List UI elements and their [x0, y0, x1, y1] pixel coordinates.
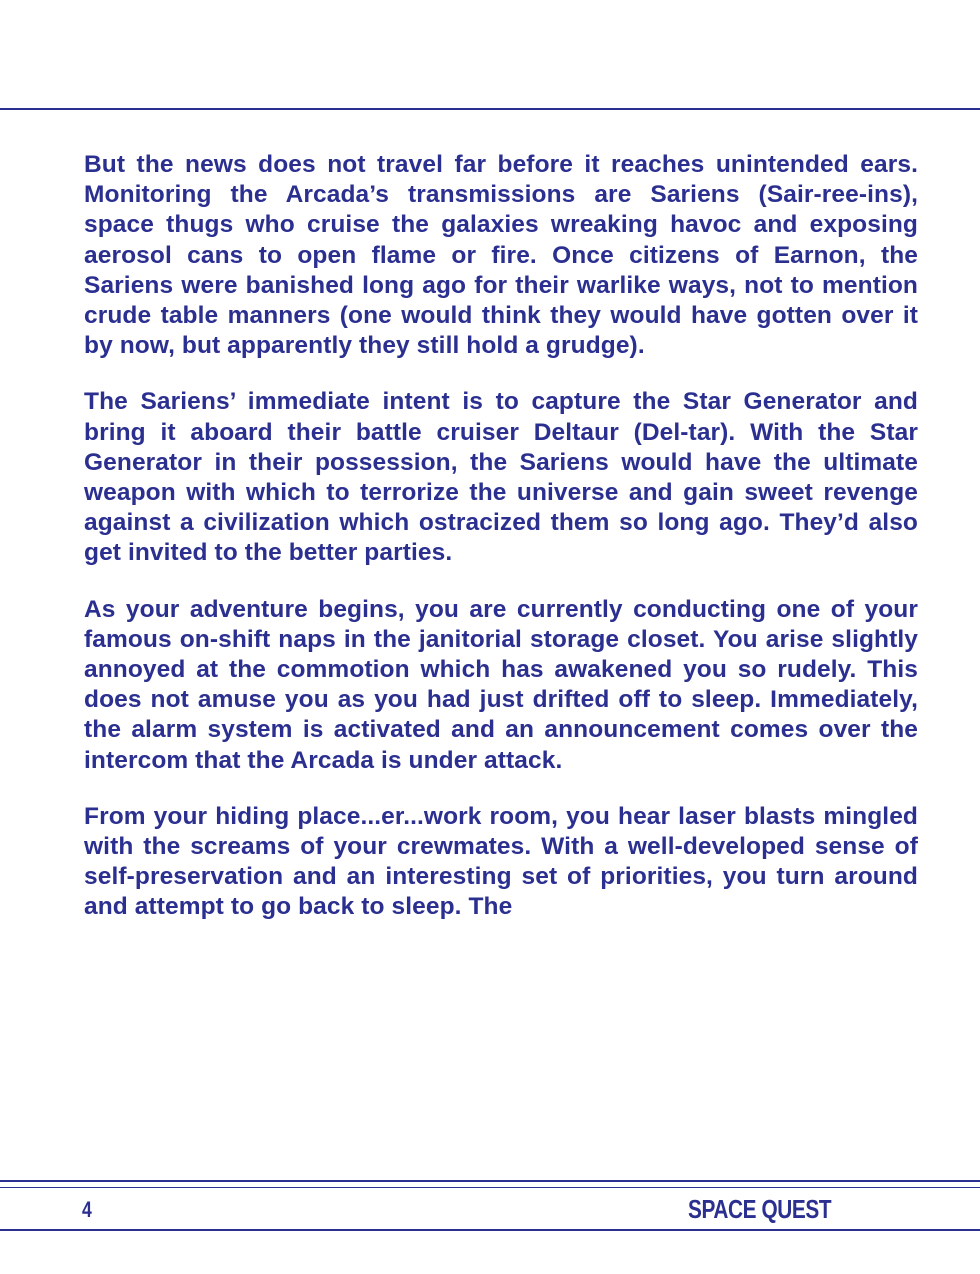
running-title: SPACE QUEST [688, 1194, 832, 1224]
paragraph-2: The Sariens’ immediate intent is to capture the Star Generator and bring it aboard their battle cruiser Deltaur (Del-tar). With the Star Generator in their possession, the Sariens would have the ultimate weapon with which to terrorize the universe and gain sweet revenge against a civilization which ostracized them so long ago. They’d also get invited to the better parties. [84, 388, 918, 567]
footer-rule-thin [0, 1187, 980, 1188]
page-number: 4 [82, 1197, 92, 1222]
paragraph-1: But the news does not travel far before it reaches unintended ears. Monitoring the Arcada’s transmissions are Sariens (Sair-ree-ins), space thugs who cruise the galaxies wreaking havoc and exposing aerosol cans to open flame or fire. Once citizens of Earnon, the Sariens were banished long ago for their warlike ways, not to mention crude table manners (one would think they would have gotten over it by now, but apparently they still hold a grudge). [84, 151, 918, 360]
paragraph-4: From your hiding place...er...work room, you hear laser blasts mingled with the screams of your crewmates. With a well-developed sense of self-preservation and an interesting set of priorities, you turn around and attempt to go back to sleep. The [84, 802, 918, 921]
footer-rule-bottom [0, 1229, 980, 1231]
paragraph-3: As your adventure begins, you are currently conducting one of your famous on-shift naps in the janitorial storage closet. You arise slightly annoyed at the commotion which has awakened you so rudely. This does not amuse you as you had just drifted off to sleep. Immediately, the alarm system is activated and an announcement comes over the intercom that the Arcada is under attack. [84, 595, 918, 774]
footer-rule-top [0, 1180, 980, 1182]
header-rule [0, 108, 980, 110]
body-text [84, 150, 918, 949]
